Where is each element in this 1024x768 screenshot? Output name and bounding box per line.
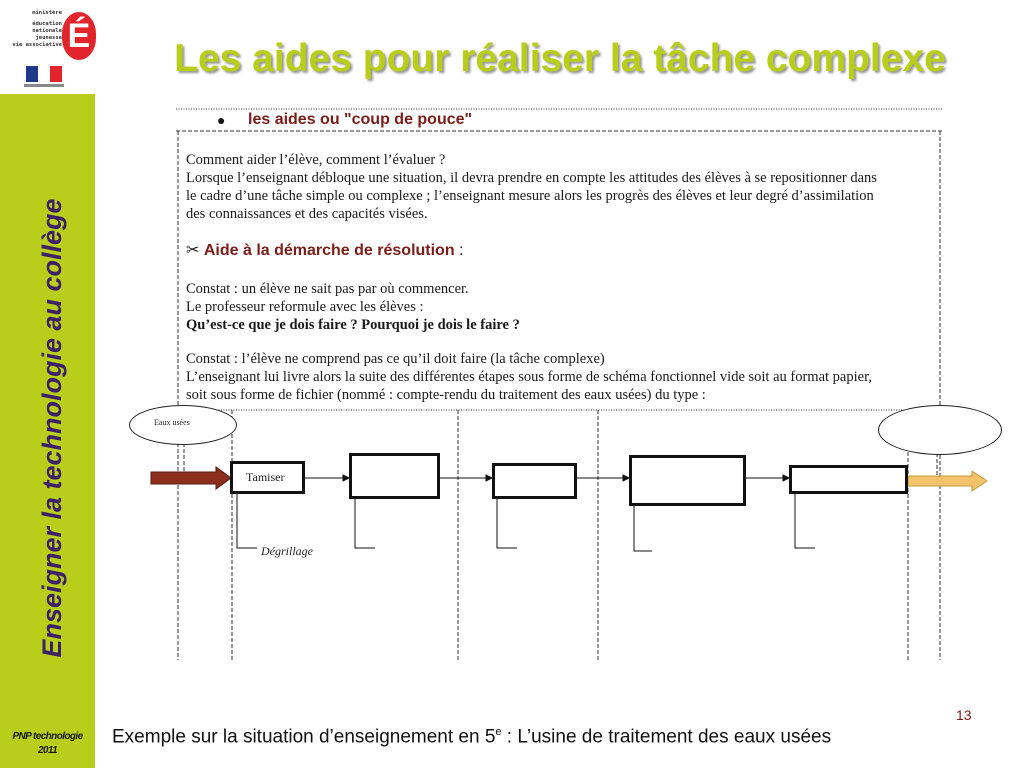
paragraph-line: des connaissances et des capacités visées. — [186, 206, 428, 222]
logo-text-line: jeunesse — [35, 35, 62, 41]
paragraph-line: Le professeur reformule avec les élèves : — [186, 299, 424, 315]
paragraph-line: Constat : un élève ne sait pas par où commencer. — [186, 281, 469, 297]
slide-title: Les aides pour réaliser la tâche complexe — [174, 37, 946, 80]
paragraph-line: Lorsque l’enseignant débloque une situation, il devra prendre en compte les attitudes des élèves à se repositionner dans — [186, 170, 877, 186]
logo-letter: É — [67, 17, 91, 55]
sidebar-footer-label: PNP technologie — [12, 731, 83, 742]
paragraph-question: Qu’est-ce que je dois faire ? Pourquoi je dois le faire ? — [186, 317, 520, 333]
function-box-empty — [349, 453, 440, 499]
output-flow-arrow — [908, 471, 987, 491]
function-box-empty — [629, 455, 746, 506]
paragraph-line: soit sous forme de fichier (nommé : compte-rendu du traitement des eaux usées) du type : — [186, 387, 706, 403]
bullet-dot: ● — [217, 112, 226, 128]
sidebar-vertical-title: Enseigner la technologie au collège — [37, 198, 67, 658]
paragraph-line: le cadre d’une tâche simple ou complexe ; l’enseignant mesure alors les progrès des élèves et leur degré d’assimilation — [186, 188, 874, 204]
aide-heading-row — [186, 240, 464, 260]
caption-text-end: : L’usine de traitement des eaux usées — [501, 726, 832, 748]
input-flow-arrow — [151, 467, 231, 489]
scissors-icon: ✂ — [186, 242, 200, 259]
logo-text-line: vie associative — [12, 42, 62, 48]
logo-text-line: nationale — [32, 28, 62, 34]
function-box-empty — [492, 463, 577, 499]
aide-heading-colon: : — [454, 242, 464, 259]
paragraph-line: Comment aider l’élève, comment l’évaluer ? — [186, 152, 446, 168]
sidebar-footer-year: 2011 — [37, 745, 58, 756]
page-number: 13 — [956, 707, 972, 723]
paragraph-line: L’enseignant lui livre alors la suite des différentes étapes sous forme de schéma fonctionnel vide soit au format papier, — [186, 369, 872, 385]
bullet-heading: les aides ou "coup de pouce" — [248, 111, 473, 128]
aide-heading: Aide à la démarche de résolution — [203, 242, 455, 259]
function-box-label: Tamiser — [246, 470, 285, 484]
caption-text: Exemple sur la situation d’enseignement en 5 — [112, 726, 496, 748]
caption-superscript: e — [495, 726, 502, 738]
paragraph-line: Constat : l’élève ne comprend pas ce qu’il doit faire (la tâche complexe) — [186, 351, 605, 367]
logo-text-line: ministère — [32, 10, 62, 16]
input-label: Eaux usées — [154, 418, 190, 427]
logo-text-line: éducation — [32, 21, 62, 27]
output-ellipse — [878, 405, 1002, 455]
function-box-empty — [789, 465, 908, 494]
slide-caption — [112, 726, 831, 748]
function-sublabel: Dégrillage — [261, 544, 313, 558]
